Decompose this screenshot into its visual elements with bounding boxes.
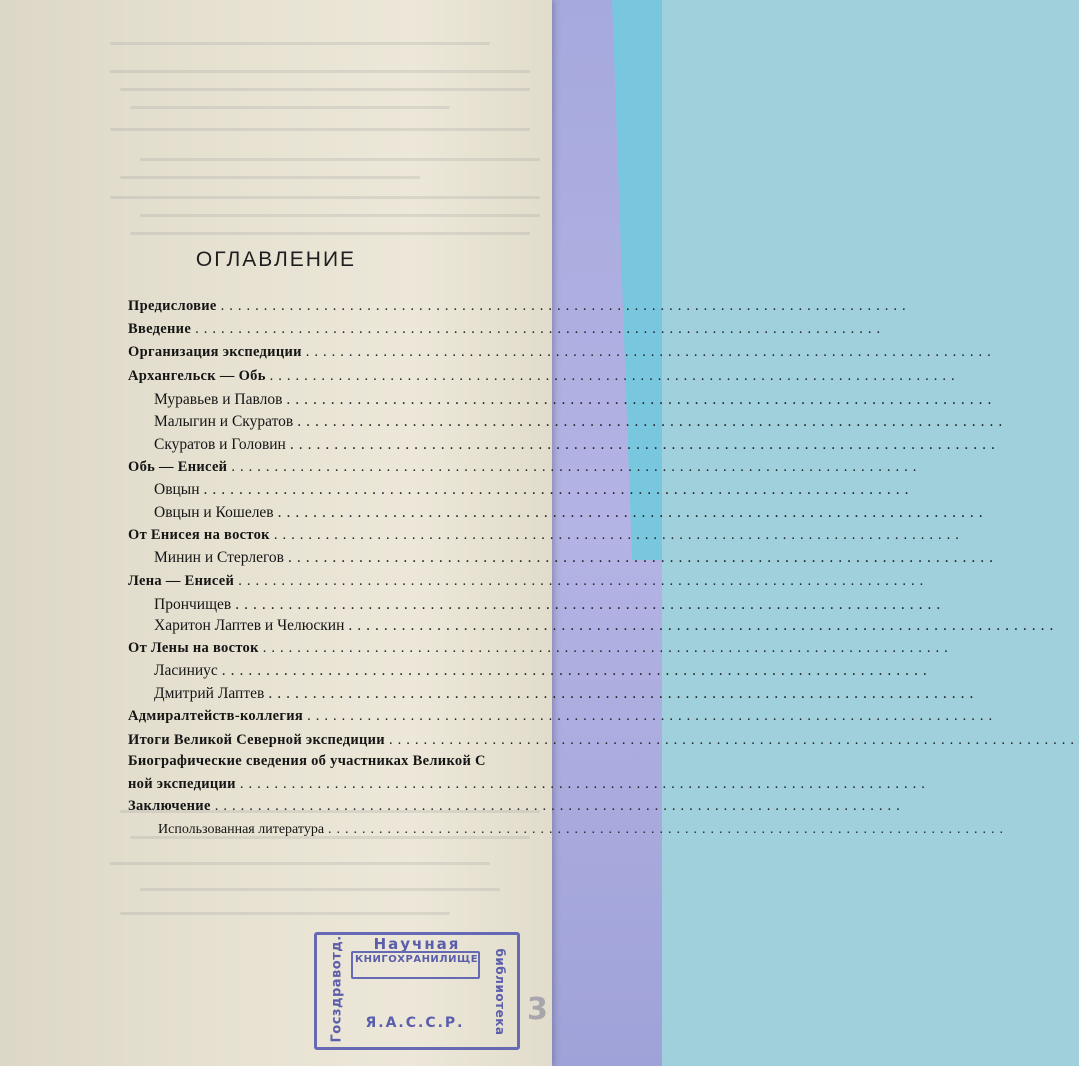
- toc-leader-dots: ................................................................................: [277, 504, 988, 521]
- toc-entry: [128, 732, 1079, 749]
- toc-entry: [128, 344, 996, 361]
- pencil-mark: 3: [527, 992, 548, 1027]
- toc-entry-text: Организация экспедиции: [128, 344, 302, 360]
- toc-entry-text: Итоги Великой Северной экспедиции: [128, 732, 385, 748]
- toc-entry: [128, 640, 953, 657]
- toc-entry-text: От Лены на восток: [128, 640, 259, 656]
- toc-leader-dots: ................................................................................: [221, 662, 932, 679]
- toc-entry-text: Малыгин и Скуратов: [154, 413, 294, 430]
- toc-entry-text: Обь — Енисей: [128, 459, 228, 475]
- toc-entry-text: Адмиралтейств-коллегия: [128, 708, 304, 724]
- toc-leader-dots: ................................................................................: [297, 413, 1008, 430]
- toc-entry: [128, 368, 960, 385]
- toc-entry: [154, 436, 1000, 454]
- toc-leader-dots: ................................................................................: [388, 732, 1079, 748]
- toc-entry: [154, 481, 914, 499]
- library-stamp: [314, 932, 520, 1050]
- toc-entry: [154, 596, 946, 614]
- toc-entry-text: Овцын и Кошелев: [154, 504, 274, 521]
- toc-leader-dots: ................................................................................: [289, 436, 1000, 453]
- toc-entry-text: Заключение: [128, 798, 211, 814]
- toc-entry: [154, 662, 932, 680]
- toc-entry: [154, 413, 1008, 431]
- toc-entry-text: От Енисея на восток: [128, 527, 270, 543]
- toc-leader-dots: ................................................................................: [269, 368, 960, 384]
- toc-leader-dots: ................................................................................: [238, 573, 929, 589]
- toc-entry: [128, 321, 886, 338]
- toc-entry-text: Овцын: [154, 481, 200, 498]
- toc-leader-dots: ................................................................................: [307, 708, 998, 724]
- toc-leader-dots: ................................................................................: [288, 549, 998, 566]
- toc-entry-text: Биографические сведения об участниках Великой С: [128, 753, 486, 769]
- toc-entry: [128, 798, 905, 815]
- toc-entry-text: Архангельск — Обь: [128, 368, 266, 384]
- toc-leader-dots: ................................................................................: [239, 776, 930, 792]
- toc-entry: [158, 822, 1009, 838]
- toc-entry-text: Лена — Енисей: [128, 573, 235, 589]
- page-title: ОГЛАВЛЕНИЕ: [195, 248, 357, 271]
- toc-entry-text: Прончищев: [154, 596, 232, 613]
- toc-leader-dots: ................................................................................: [268, 685, 979, 702]
- toc-entry: [128, 298, 911, 315]
- toc-entry: [128, 776, 930, 793]
- toc-leader-dots: ................................................................................: [235, 596, 946, 613]
- toc-entry: [128, 527, 964, 544]
- stamp-box-text: КНИГОХРАНИЛИЩЕ: [355, 954, 479, 965]
- toc-leader-dots: ................................................................................: [195, 321, 886, 337]
- toc-entry-text: Использованная литература: [158, 822, 325, 837]
- toc-entry: [154, 617, 1059, 635]
- toc-entry: [154, 391, 997, 409]
- toc-entry-text: Ласиниус: [154, 662, 218, 679]
- toc-leader-dots: ................................................................................: [231, 459, 922, 475]
- toc-entry-text: Минин и Стерлегов: [154, 549, 284, 566]
- toc-entry-text: Введение: [128, 321, 192, 337]
- toc-entry: [128, 459, 922, 476]
- stamp-bottom-text: Я.А.С.С.Р.: [365, 1015, 465, 1031]
- toc-entry-text: Дмитрий Лаптев: [154, 685, 265, 702]
- toc-leader-dots: ................................................................................: [348, 617, 1059, 634]
- toc-leader-dots: ................................................................................: [214, 798, 905, 814]
- toc-entry-text: Харитон Лаптев и Челюскин: [154, 617, 345, 634]
- toc-entry: [154, 504, 988, 522]
- toc-leader-dots: ................................................................................: [262, 640, 953, 656]
- toc-entry-text: Скуратов и Головин: [154, 436, 286, 453]
- toc-leader-dots: ................................................................................: [273, 527, 964, 543]
- stamp-left-text: Госздравотд.: [329, 935, 345, 1043]
- toc-leader-dots: ................................................................................: [328, 822, 1009, 837]
- toc-entry: [128, 573, 929, 590]
- toc-entry: [128, 708, 998, 725]
- toc-entry: [154, 549, 998, 567]
- toc-entry: [128, 753, 552, 770]
- toc-entry: [154, 685, 979, 703]
- toc-leader-dots: ................................................................................: [286, 391, 997, 408]
- toc-leader-dots: ................................................................................: [305, 344, 996, 360]
- stamp-top-text: Научная: [373, 935, 461, 953]
- toc-entry-text: ной экспедиции: [128, 776, 236, 792]
- toc-entry-text: Муравьев и Павлов: [154, 391, 283, 408]
- toc-leader-dots: ................................................................................: [203, 481, 914, 498]
- toc-entry-text: Предисловие: [128, 298, 217, 314]
- toc-leader-dots: ................................................................................: [220, 298, 911, 314]
- stamp-right-text: библиотека: [493, 948, 507, 1036]
